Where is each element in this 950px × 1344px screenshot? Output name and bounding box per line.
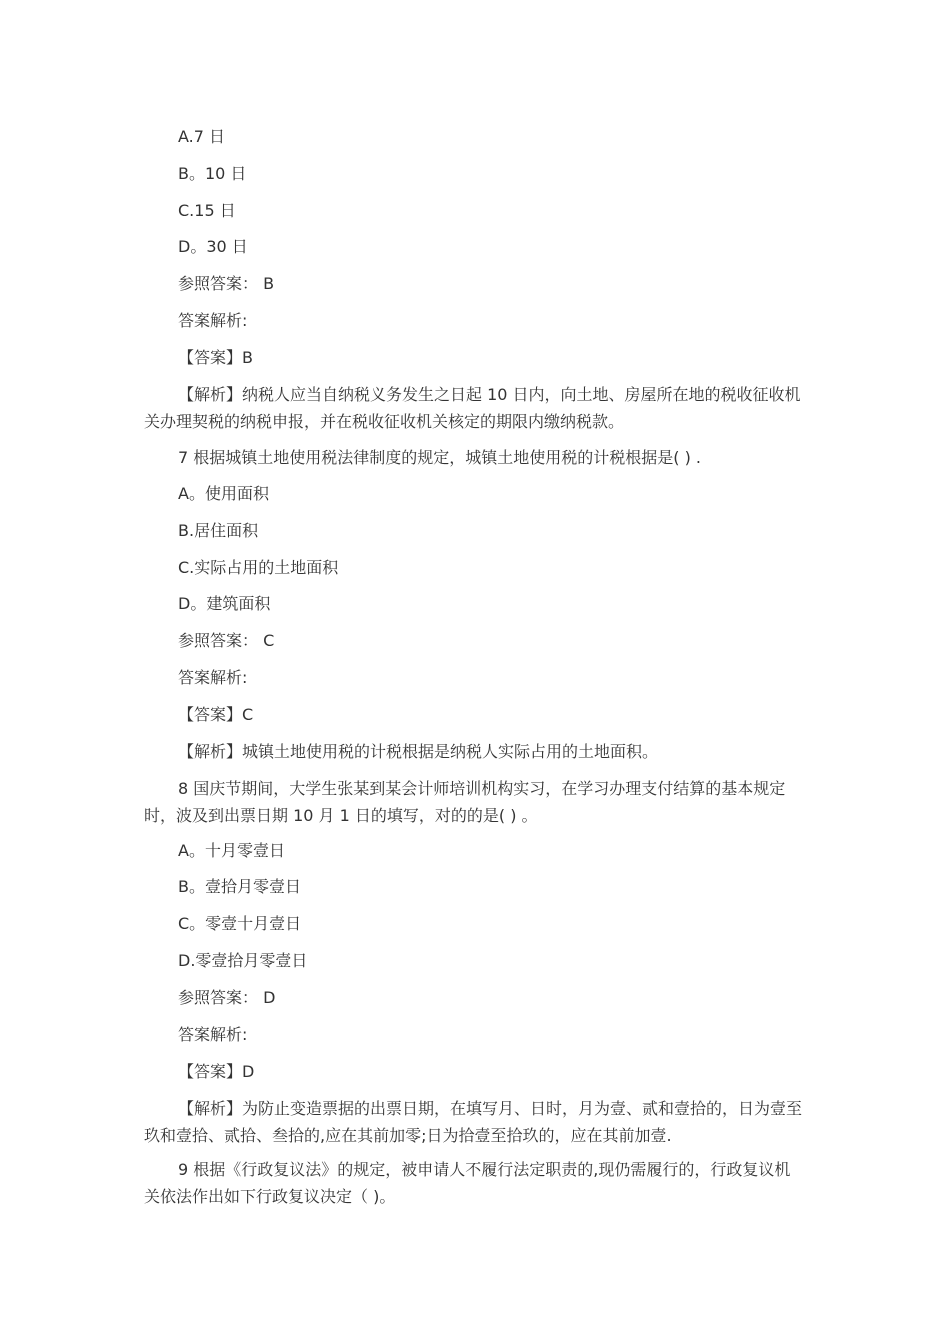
question-9: 9 根据《行政复议法》的规定，被申请人不履行法定职责的,现仍需履行的，行政复议机关依法作出如下行政复议决定（ )。 xyxy=(144,1160,791,1206)
q8-option-b: B。壹拾月零壹日 xyxy=(178,877,301,896)
q7-option-a: A。使用面积 xyxy=(178,484,269,503)
option-b: B。10 日 xyxy=(178,164,247,183)
q8-answer: 【答案】D xyxy=(178,1062,255,1081)
option-c: C.15 日 xyxy=(178,201,236,220)
question-7: 7 根据城镇土地使用税法律制度的规定，城镇土地使用税的计税根据是( ) . xyxy=(178,448,702,467)
question-8: 8 国庆节期间，大学生张某到某会计师培训机构实习，在学习办理支付结算的基本规定时，波及到出票日期 10 月 1 日的填写，对的的是( ) 。 xyxy=(144,779,786,825)
reference-answer: 参照答案： B xyxy=(178,274,275,293)
option-d: D。30 日 xyxy=(178,237,248,256)
q7-option-d: D。建筑面积 xyxy=(178,594,271,613)
q7-option-c: C.实际占用的土地面积 xyxy=(178,558,339,577)
q8-option-a: A。十月零壹日 xyxy=(178,841,285,860)
explanation: 【解析】纳税人应当自纳税义务发生之日起 10 日内，向土地、房屋所在地的税收征收机关办理契税的纳税申报，并在税收征收机关核定的期限内缴纳税款。 xyxy=(144,385,801,431)
q8-explanation: 【解析】为防止变造票据的出票日期，在填写月、日时，月为壹、贰和壹拾的，日为壹至玖和壹拾、贰拾、叁拾的,应在其前加零;日为拾壹至拾玖的，应在其前加壹. xyxy=(144,1099,803,1145)
analysis-label: 答案解析: xyxy=(178,311,248,330)
q8-option-d: D.零壹拾月零壹日 xyxy=(178,951,308,970)
q7-analysis-label: 答案解析: xyxy=(178,668,248,687)
option-a: A.7 日 xyxy=(178,127,226,146)
answer: 【答案】B xyxy=(178,348,253,367)
q8-option-c: C。零壹十月壹日 xyxy=(178,914,302,933)
q8-reference-answer: 参照答案： D xyxy=(178,988,276,1007)
q7-answer: 【答案】C xyxy=(178,705,254,724)
q7-reference-answer: 参照答案： C xyxy=(178,631,275,650)
q8-analysis-label: 答案解析: xyxy=(178,1025,248,1044)
q7-explanation: 【解析】城镇土地使用税的计税根据是纳税人实际占用的土地面积。 xyxy=(178,742,659,761)
q7-option-b: B.居住面积 xyxy=(178,521,259,540)
